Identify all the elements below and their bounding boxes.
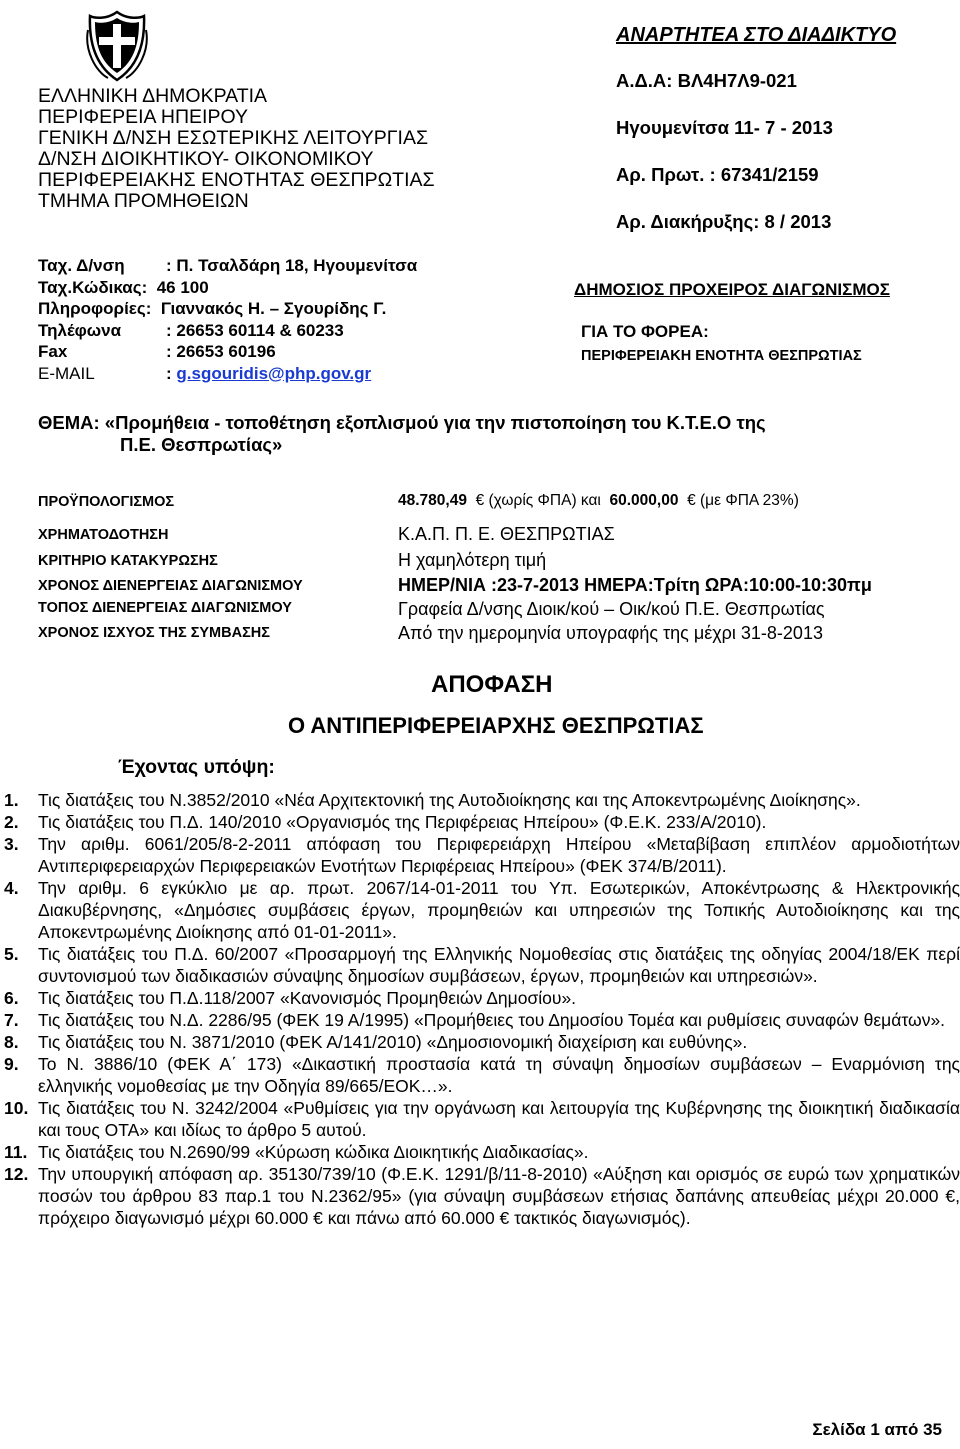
email-colon: : — [166, 363, 172, 383]
document-date: Ηγουμενίτσα 11- 7 - 2013 — [616, 117, 833, 138]
item-number: 12. — [4, 1164, 29, 1184]
posted-online-notice: ΑΝΑΡΤΗΤΕΑ ΣΤΟ ΔΙΑΔΙΚΤΥΟ — [616, 24, 897, 46]
item-text: Την αριθμ. 6 εγκύκλιο με αρ. πρωτ. 2067/14-01-2011 του Υπ. Εσωτερικών, Αποκέντρωσης & Ηλεκτρονικής Διακυβέρνησης, «Δημόσιες συμβάσεις έργων, προμηθειών και υπηρεσιών της Τοπικής Αυτοδιοίκησης και της Αποκεντρωμένης Διοίκησης από 01-01-2011». — [38, 878, 960, 942]
issuer-line: ΓΕΝΙΚΗ Δ/ΝΣΗ ΕΣΩΤΕΡΙΚΗΣ ΛΕΙΤΟΥΡΓΙΑΣ — [38, 127, 428, 149]
fax-label: Fax — [38, 342, 68, 361]
item-text: Τις διατάξεις του Π.Δ.118/2007 «Κανονισμός Προμηθειών Δημοσίου». — [38, 988, 577, 1008]
item-number: 11. — [4, 1142, 28, 1162]
list-item — [4, 987, 960, 1009]
list-item — [4, 1053, 960, 1097]
fax-value: : 26653 60196 — [166, 342, 276, 361]
issuer-line: ΤΜΗΜΑ ΠΡΟΜΗΘΕΙΩΝ — [38, 190, 249, 212]
item-text: Τις διατάξεις του Ν.Δ. 2286/95 (ΦΕΚ 19 Α/1995) «Προμήθειες του Δημοσίου Τομέα και ρυθμίσεις συναφών θεμάτων». — [38, 1010, 946, 1030]
time-value-text: ΗΜΕΡ/ΝΙΑ :23-7-2013 ΗΜΕΡΑ:Τρίτη ΩΡΑ:10:00-10:30πμ — [398, 575, 872, 595]
item-text: Τις διατάξεις του Ν.2690/99 «Κύρωση κώδικα Διοικητικής Διαδικασίας». — [38, 1142, 589, 1162]
contact-address — [38, 255, 417, 277]
item-number: 4. — [4, 878, 19, 898]
funding-value: Κ.Α.Π. Π. Ε. ΘΕΣΠΡΩΤΙΑΣ — [398, 524, 615, 544]
contact-fax — [38, 341, 417, 363]
time-value — [398, 575, 872, 596]
budget-note-net: € (χωρίς ΦΠΑ) και — [475, 492, 601, 509]
funding-label: ΧΡΗΜΑΤΟΔΟΤΗΣΗ — [38, 527, 169, 543]
item-text: Τις διατάξεις του Ν. 3871/2010 (ΦΕΚ Α/141/2010) «Δημοσιονομική διαχείριση και ευθύνης». — [38, 1032, 748, 1052]
list-item — [4, 1031, 960, 1053]
issuer-line: ΠΕΡΙΦΕΡΕΙΑ ΗΠΕΙΡΟΥ — [38, 106, 248, 128]
item-text: Τις διατάξεις του Ν.3852/2010 «Νέα Αρχιτεκτονική της Αυτοδιοίκησης και της Αποκεντρωμένης Διοίκησης». — [38, 790, 861, 810]
postcode-value: 46 100 — [156, 277, 209, 297]
item-number: 1. — [4, 790, 19, 810]
contact-block — [38, 255, 417, 384]
item-number: 2. — [4, 812, 19, 832]
item-text: Τις διατάξεις του Π.Δ. 140/2010 «Οργανισμός της Περιφέρειας Ηπείρου» (Φ.Ε.Κ. 233/Α/2010). — [38, 812, 767, 832]
list-item — [4, 1097, 960, 1141]
contact-email — [38, 363, 417, 385]
budget-note-gross: € (με ΦΠΑ 23%) — [687, 492, 799, 509]
item-number: 7. — [4, 1010, 19, 1030]
page-number: Σελίδα 1 από 35 — [812, 1420, 942, 1439]
issuer-block — [38, 86, 435, 212]
considerations-list — [4, 789, 960, 1229]
info-value: Γιαννακός Η. – Σγουρίδης Γ. — [160, 299, 387, 318]
for-value: ΠΕΡΙΦΕΡΕΙΑΚΗ ΕΝΟΤΗΤΑ ΘΕΣΠΡΩΤΙΑΣ — [581, 348, 862, 364]
item-number: 3. — [4, 834, 19, 854]
criterion-value: Η χαμηλότερη τιμή — [398, 550, 547, 570]
for-label: ΓΙΑ ΤΟ ΦΟΡΕΑ: — [581, 322, 709, 341]
postcode-label: Ταχ.Κώδικας: — [38, 277, 148, 297]
subject-line: ΘΕΜΑ: «Προμήθεια - τοποθέτηση εξοπλισμού για την πιστοποίηση του Κ.Τ.Ε.Ο της — [38, 412, 766, 433]
phone-value: : 26653 60114 & 60233 — [166, 320, 344, 340]
budget-amount-gross: 60.000,00 — [609, 492, 679, 509]
subject — [38, 412, 868, 456]
item-text: Το Ν. 3886/10 (ΦΕΚ Α΄ 173) «Δικαστική προστασία κατά τη σύναψη δημοσίων συμβάσεων – Εναρμόνιση της ελληνικής νομοθεσίας με την Οδηγία 89/665/ΕΟΚ…». — [38, 1054, 960, 1096]
list-item — [4, 1141, 960, 1163]
list-item — [4, 943, 960, 987]
reference-block — [616, 24, 896, 233]
address-label: Ταχ. Δ/νση — [38, 256, 125, 275]
decision-title: ΑΠΟΦΑΣΗ — [431, 671, 553, 698]
item-number: 8. — [4, 1032, 19, 1052]
item-text: Τις διατάξεις του Ν. 3242/2004 «Ρυθμίσεις για την οργάνωση και λειτουργία της Κυβέρνησης της διοικητική διαδικασία και τους ΟΤΑ» και ιδίως το άρθρο 5 αυτού. — [38, 1098, 960, 1140]
issuer-line: ΠΕΡΙΦΕΡΕΙΑΚΗΣ ΕΝΟΤΗΤΑΣ ΘΕΣΠΡΩΤΙΑΣ — [38, 169, 435, 191]
budget-label: ΠΡΟΫΠΟΛΟΓΙΣΜΟΣ — [38, 494, 175, 510]
issuer-line: Δ/ΝΣΗ ΔΙΟΙΚΗΤΙΚΟΥ- ΟΙΚΟΝΟΜΙΚΟΥ — [38, 148, 374, 170]
contact-phone — [38, 320, 417, 342]
issuer-line: ΕΛΛΗΝΙΚΗ ΔΗΜΟΚΡΑΤΙΑ — [38, 85, 268, 107]
tender-type: ΔΗΜΟΣΙΟΣ ΠΡΟΧΕΙΡΟΣ ΔΙΑΓΩΝΙΣΜΟΣ — [574, 280, 890, 299]
item-number: 6. — [4, 988, 19, 1008]
item-number: 9. — [4, 1054, 19, 1074]
list-item — [4, 1009, 960, 1031]
item-number: 10. — [4, 1098, 29, 1118]
list-item — [4, 877, 960, 943]
validity-label: ΧΡΟΝΟΣ ΙΣΧΥΟΣ ΤΗΣ ΣΥΜΒΑΣΗΣ — [38, 625, 270, 641]
budget-amount-net: 48.780,49 — [398, 492, 467, 509]
email-link[interactable]: g.sgouridis@php.gov.gr — [176, 363, 372, 383]
item-text: Την υπουργική απόφαση αρ. 35130/739/10 (Φ.Ε.Κ. 1291/β/11-8-2010) «Αύξηση και ορισμός σε ευρώ των χρηματικών ποσών του άρθρου 83 παρ.1 του Ν.2362/95» (για σύναψη συμβάσεων ετήσιας δαπάνης απευθείας μέχρι 20.000 €, πρόχειρο διαγωνισμό μέχρι 60.000 € και πάνω από 60.000 € τακτικός διαγωνισμός). — [38, 1164, 960, 1228]
phone-label: Τηλέφωνα — [38, 320, 122, 340]
considering-heading: Έχοντας υπόψη: — [118, 756, 275, 778]
item-text: Τις διατάξεις του Π.Δ. 60/2007 «Προσαρμογή της Ελληνικής Νομοθεσίας στις διατάξεις της οδηγίας 2004/18/ΕΚ περί συντονισμού των διαδικασιών σύναψης δημοσίων συμβάσεων, έργων, προμηθειών και υπηρεσιών». — [38, 944, 960, 986]
list-item — [4, 1163, 960, 1229]
budget-value — [398, 492, 799, 510]
subject-line: Π.Ε. Θεσπρωτίας» — [120, 434, 283, 455]
info-label: Πληροφορίες: — [38, 299, 152, 318]
authority-title: Ο ΑΝΤΙΠΕΡΙΦΕΡΕΙΑΡΧΗΣ ΘΕΣΠΡΩΤΙΑΣ — [288, 713, 704, 738]
contact-postcode — [38, 277, 417, 299]
notice-number: Αρ. Διακήρυξης: 8 / 2013 — [616, 211, 832, 232]
place-value: Γραφεία Δ/νσης Διοικ/κού – Οικ/κού Π.Ε. Θεσπρωτίας — [398, 599, 825, 619]
contact-info — [38, 298, 417, 320]
greek-coat-of-arms-icon — [86, 10, 148, 82]
place-label: ΤΟΠΟΣ ΔΙΕΝΕΡΓΕΙΑΣ ΔΙΑΓΩΝΙΣΜΟΥ — [38, 600, 292, 616]
validity-value: Από την ημερομηνία υπογραφής της μέχρι 31-8-2013 — [398, 623, 823, 643]
protocol-number: Αρ. Πρωτ. : 67341/2159 — [616, 164, 819, 185]
criterion-label: ΚΡΙΤΗΡΙΟ ΚΑΤΑΚΥΡΩΣΗΣ — [38, 553, 218, 569]
item-text: Την αριθμ. 6061/205/8-2-2011 απόφαση του Περιφερειάρχη Ηπείρου «Μεταβίβαση επιπλέον αρμοδιοτήτων Αντιπεριφερειαρχών Περιφερειακών Ενοτήτων Περιφέρειας Ηπείρου» (ΦΕΚ 374/Β/2011). — [38, 834, 960, 876]
time-label: ΧΡΟΝΟΣ ΔΙΕΝΕΡΓΕΙΑΣ ΔΙΑΓΩΝΙΣΜΟΥ — [38, 578, 303, 594]
list-item — [4, 833, 960, 877]
email-label: E-MAIL — [38, 363, 95, 383]
list-item — [4, 789, 960, 811]
list-item — [4, 811, 960, 833]
address-value: : Π. Τσαλδάρη 18, Ηγουμενίτσα — [166, 256, 418, 275]
ada-number: Α.Δ.Α: ΒΛ4Η7Λ9-021 — [616, 70, 797, 91]
item-number: 5. — [4, 944, 19, 964]
